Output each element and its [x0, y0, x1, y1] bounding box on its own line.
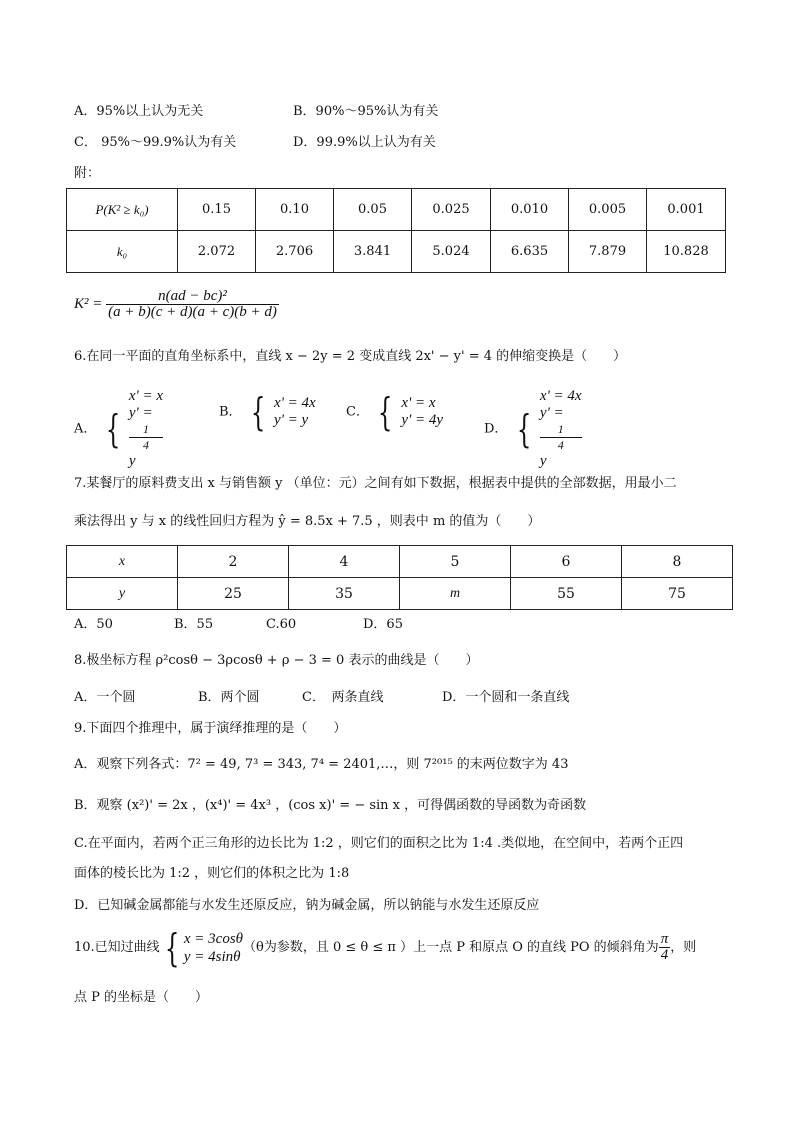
chi-square-formula — [74, 284, 279, 324]
table-cell: 0.05 — [334, 189, 412, 231]
denominator: 4 — [557, 438, 564, 452]
table-cell: 7.879 — [569, 231, 647, 273]
sales-data-table — [66, 545, 733, 610]
q6-option-a — [74, 388, 163, 470]
system-line-1: x' = 4x — [274, 395, 316, 411]
tail: y — [539, 453, 547, 469]
option-label: A． — [74, 421, 97, 437]
table-cell: 25 — [178, 578, 289, 610]
q8-option-c: C． 两条直线 — [302, 690, 384, 705]
angle-fraction — [659, 932, 671, 963]
table-cell: 6.635 — [491, 231, 569, 273]
table-cell: 75 — [622, 578, 733, 610]
table-cell: 35 — [289, 578, 400, 610]
q7-option-c: C.60 — [266, 617, 297, 632]
tail: y — [128, 453, 136, 469]
table-cell: m — [400, 578, 511, 610]
system-line-2: y' = 4y — [401, 412, 444, 428]
table-cell: 10.828 — [647, 231, 726, 273]
numerator: 1 — [129, 422, 163, 438]
q9-option-c-line2: 面体的棱长比为 1:2 ，则它们的体积之比为 1:8 — [74, 866, 350, 881]
system-line-2 — [129, 405, 163, 470]
q7-option-a: A．50 — [74, 617, 113, 632]
system-line-1: x' = x — [128, 388, 164, 404]
q8-option-d: D．一个圆和一条直线 — [442, 690, 570, 705]
q9-text: 9.下面四个推理中，属于演绎推理的是（ ） — [74, 721, 347, 736]
q7-text-line1: 7.某餐厅的原料费支出 x 与销售额 y （单位：元）之间有如下数据，根据表中提供的全部数据，用最小二 — [74, 476, 677, 491]
q10-suffix: ，则 — [670, 940, 697, 955]
table-cell: 0.001 — [647, 189, 726, 231]
parametric-system — [184, 930, 243, 966]
table-row — [67, 189, 726, 231]
option-label: C． — [346, 404, 369, 420]
table-cell: 0.10 — [256, 189, 334, 231]
brace-icon: { — [164, 925, 180, 970]
brace-icon: { — [377, 390, 393, 434]
table-cell: 2.706 — [256, 231, 334, 273]
lhs: y' = — [539, 405, 564, 421]
q5-option-d: D．99.9%以上认为有关 — [293, 135, 436, 150]
q6-text: 6.在同一平面的直角坐标系中，直线 x − 2y = 2 变成直线 2x' − y' = 4 的伸缩变换是（ ） — [74, 349, 627, 364]
q8-option-a: A．一个圆 — [74, 690, 136, 705]
numerator: π — [660, 931, 669, 947]
system-line-1: x' = x — [401, 395, 436, 411]
table-row — [67, 546, 733, 578]
transform-system — [274, 395, 316, 429]
q9-option-a: A．观察下列各式：7² = 49, 7³ = 343, 7⁴ = 2401,…，则 7²⁰¹⁵ 的末两位数字为 43 — [74, 757, 569, 772]
brace-icon: { — [105, 407, 120, 451]
system-line-2 — [540, 405, 582, 470]
q9-option-c-line1: C.在平面内，若两个正三角形的边长比为 1:2 ，则它们的面积之比为 1:4 .类似地，在空间中，若两个正四 — [74, 836, 684, 851]
q7-option-b: B．55 — [174, 617, 214, 632]
formula-denominator: (a + b)(c + d)(a + c)(b + d) — [108, 304, 277, 321]
table-cell: 5 — [400, 546, 511, 578]
q10-text-line2: 点 P 的坐标是（ ） — [74, 990, 209, 1005]
table-cell: 0.010 — [491, 189, 569, 231]
denominator: 4 — [660, 947, 669, 963]
system-line-1: x = 3cosθ — [183, 930, 244, 947]
q9-option-d: D．已知碱金属都能与水发生还原反应，钠为碱金属，所以钠能与水发生还原反应 — [74, 898, 540, 913]
transform-system — [540, 388, 582, 470]
q6-option-b — [219, 390, 316, 434]
table-cell: 0.025 — [412, 189, 491, 231]
system-line-2: y' = y — [274, 412, 309, 428]
numerator: 1 — [540, 422, 582, 438]
table-cell: 8 — [622, 546, 733, 578]
table-cell: 0.005 — [569, 189, 647, 231]
critical-value-table — [66, 188, 726, 273]
fraction — [540, 422, 582, 453]
table-cell: 6 — [511, 546, 622, 578]
table-cell: 2.072 — [178, 231, 256, 273]
table-cell: x — [67, 546, 178, 578]
table-cell: 4 — [289, 546, 400, 578]
table-header-probability: P(K² ≥ k₀) — [67, 189, 178, 231]
lhs: y' = — [128, 405, 153, 421]
table-cell: y — [67, 578, 178, 610]
table-cell: 5.024 — [412, 231, 491, 273]
q5-option-a: A．95%以上认为无关 — [74, 104, 204, 119]
table-cell: 2 — [178, 546, 289, 578]
table-header-k0: k₀ — [67, 231, 178, 273]
brace-icon: { — [250, 390, 266, 434]
q7-option-d: D．65 — [363, 617, 403, 632]
q9-option-b: B．观察 (x²)' = 2x ，(x⁴)' = 4x³ ，(cos x)' = − sin x ，可得偶函数的导函数为奇函数 — [74, 798, 587, 813]
formula-lhs: K² = — [74, 296, 103, 312]
system-line-2: y = 4sinθ — [183, 948, 241, 965]
q8-option-b: B．两个圆 — [198, 690, 260, 705]
q10-prefix: 10.已知过曲线 — [74, 940, 160, 955]
transform-system — [401, 395, 443, 429]
table-cell: 0.15 — [178, 189, 256, 231]
option-label: B． — [219, 404, 242, 420]
fraction — [129, 422, 163, 453]
formula-numerator: n(ad − bc)² — [106, 289, 279, 305]
table-row — [67, 578, 733, 610]
q10-text-line1 — [74, 925, 697, 970]
q7-text-line2: 乘法得出 y 与 x 的线性回归方程为 ŷ = 8.5x + 7.5 ，则表中 m 的值为（ ） — [74, 514, 541, 529]
q6-option-d — [484, 388, 582, 470]
appendix-label: 附： — [74, 166, 101, 181]
denominator: 4 — [142, 438, 149, 452]
q8-text: 8.极坐标方程 ρ²cosθ − 3ρcosθ + ρ − 3 = 0 表示的曲线是（ ） — [74, 653, 479, 668]
formula-fraction — [106, 289, 279, 320]
table-cell: 55 — [511, 578, 622, 610]
option-label: D． — [484, 421, 508, 437]
q10-middle: （θ为参数，且 0 ≤ θ ≤ π ）上一点 P 和原点 O 的直线 PO 的倾斜角为 — [243, 940, 659, 955]
brace-icon: { — [516, 407, 531, 451]
table-cell: 3.841 — [334, 231, 412, 273]
transform-system — [129, 388, 163, 470]
q5-option-c: C． 95%～99.9%认为有关 — [74, 135, 237, 150]
table-row — [67, 231, 726, 273]
system-line-1: x' = 4x — [539, 388, 582, 404]
q5-option-b: B．90%～95%认为有关 — [293, 104, 439, 119]
q6-option-c — [346, 390, 444, 434]
